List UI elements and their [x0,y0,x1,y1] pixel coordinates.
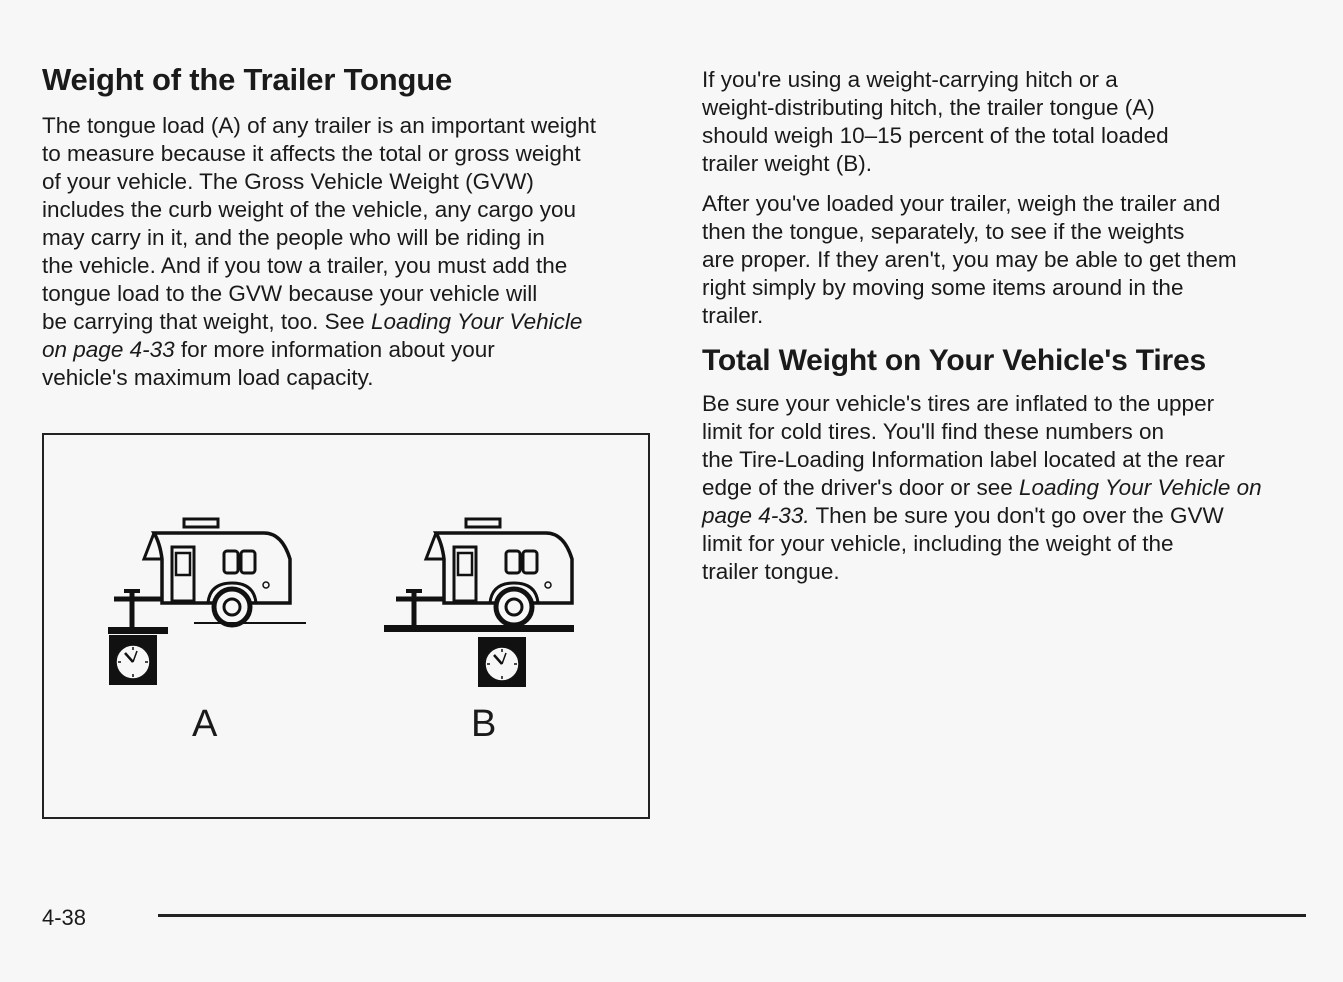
text-line: The tongue load (A) of any trailer is an important weight [42,113,597,138]
hitch-paragraph [702,66,1312,178]
tongue-paragraph [42,112,654,392]
text-fragment: Then be sure you don't go over the GVW [809,503,1224,528]
text-line: the Tire-Loading Information label located at the rear [702,447,1225,472]
text-line: may carry in it, and the people who will be riding in [42,225,545,250]
trailer-a-illustration [108,519,306,685]
cross-reference-link[interactable]: Loading Your Vehicle [370,309,583,334]
text-line [42,308,654,336]
text-line [702,474,1312,502]
trailer-scales-illustration [44,435,648,817]
text-fragment: edge of the driver's door or see [702,475,1019,500]
figure-label-a: A [192,703,218,745]
text-fragment: be carrying that weight, too. See [42,309,371,334]
text-line: weight-distributing hitch, the trailer tongue (A) [702,95,1155,120]
text-line: of your vehicle. The Gross Vehicle Weight (GVW) [42,169,534,194]
text-line: trailer tongue. [702,559,840,584]
tongue-weight-figure [42,433,650,819]
text-line: right simply by moving some items around in the [702,275,1184,300]
figure-label-b: B [471,703,497,745]
section-heading-trailer-tongue: Weight of the Trailer Tongue [42,62,453,97]
left-column [42,62,654,404]
trailer-b-illustration [384,519,574,687]
text-line: vehicle's maximum load capacity. [42,365,374,390]
cross-reference-page[interactable]: on page 4-33 [42,337,175,362]
right-column [702,66,1312,598]
text-line: limit for cold tires. You'll find these numbers on [702,419,1165,444]
text-line: the vehicle. And if you tow a trailer, you must add the [42,253,568,278]
text-line: tongue load to the GVW because your vehicle will [42,281,538,306]
footer-divider [158,914,1306,917]
text-fragment: for more information about your [174,337,495,362]
text-line: should weigh 10–15 percent of the total loaded [702,123,1169,148]
text-line: limit for your vehicle, including the weight of the [702,531,1174,556]
section-heading-total-weight: Total Weight on Your Vehicle's Tires [702,344,1206,377]
text-line: Be sure your vehicle's tires are inflated to the upper [702,391,1215,416]
tires-paragraph [702,390,1312,586]
page-number: 4-38 [42,905,87,930]
text-line: then the tongue, separately, to see if the weights [702,219,1185,244]
text-line: trailer weight (B). [702,151,873,176]
cross-reference-link[interactable]: Loading Your Vehicle on [1018,475,1262,500]
text-line: includes the curb weight of the vehicle, any cargo you [42,197,577,222]
text-line: to measure because it affects the total or gross weight [42,141,581,166]
text-line: are proper. If they aren't, you may be able to get them [702,247,1237,272]
text-line [42,336,654,364]
weighing-paragraph [702,190,1312,330]
text-line: If you're using a weight-carrying hitch or a [702,67,1118,92]
text-line: After you've loaded your trailer, weigh the trailer and [702,191,1221,216]
text-line [702,502,1312,530]
cross-reference-page[interactable]: page 4-33. [702,503,810,528]
text-line: trailer. [702,303,764,328]
